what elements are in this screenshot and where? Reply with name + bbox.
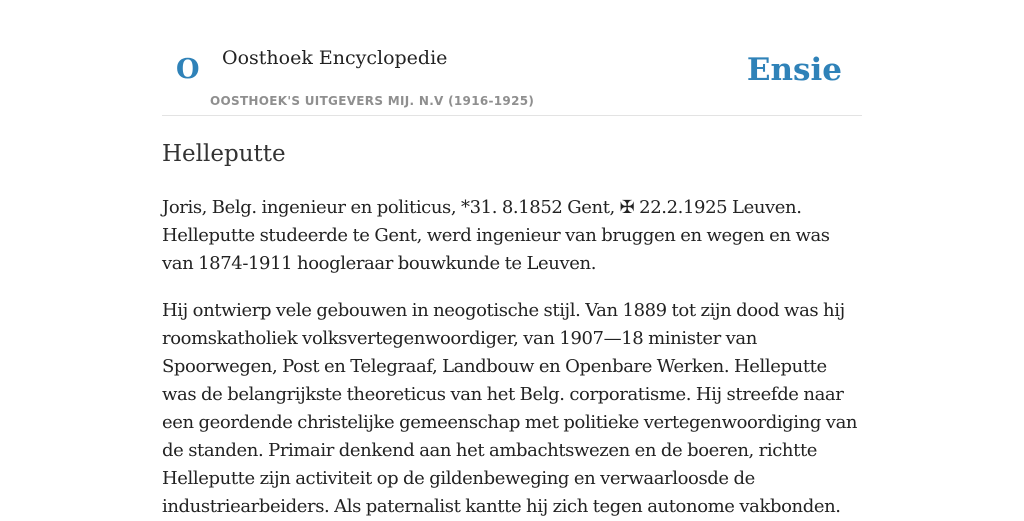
- article-body: [162, 194, 862, 521]
- source-logo[interactable]: O: [176, 54, 200, 85]
- source-header: [162, 0, 862, 116]
- source-title[interactable]: Oosthoek Encyclopedie: [222, 47, 448, 69]
- article-page: [162, 0, 862, 521]
- article-paragraph: Hij ontwierp vele gebouwen in neogotische stijl. Van 1889 tot zijn dood was hij roomskatholiek volksvertegenwoordiger, van 1907—18 minister van Spoorwegen, Post en Telegraaf, Landbouw en Openbare Werken. Helleputte was de belangrijkste theoreticus van het Belg. corporatisme. Hij streefde naar een geordende christelijke gemeenschap met politieke vertegenwoordiging van de standen. Primair denkend aan het ambachtswezen en de boeren, richtte Helleputte zijn activiteit op de gildenbeweging en verwaarloosde de industriearbeiders. Als paternalist kantte hij zich tegen autonome vakbonden.: [162, 300, 858, 517]
- article-paragraph: Joris, Belg. ingenieur en politicus, *31. 8.1852 Gent, ✠ 22.2.1925 Leuven. Helleputte studeerde te Gent, werd ingenieur van bruggen en wegen en was van 1874-1911 hoogleraar bouwkunde te Leuven.: [162, 197, 830, 274]
- source-subtitle: OOSTHOEK'S UITGEVERS MIJ. N.V (1916-1925): [210, 94, 535, 108]
- article-title: Helleputte: [162, 141, 286, 167]
- ensie-logo-link[interactable]: Ensie: [746, 52, 842, 88]
